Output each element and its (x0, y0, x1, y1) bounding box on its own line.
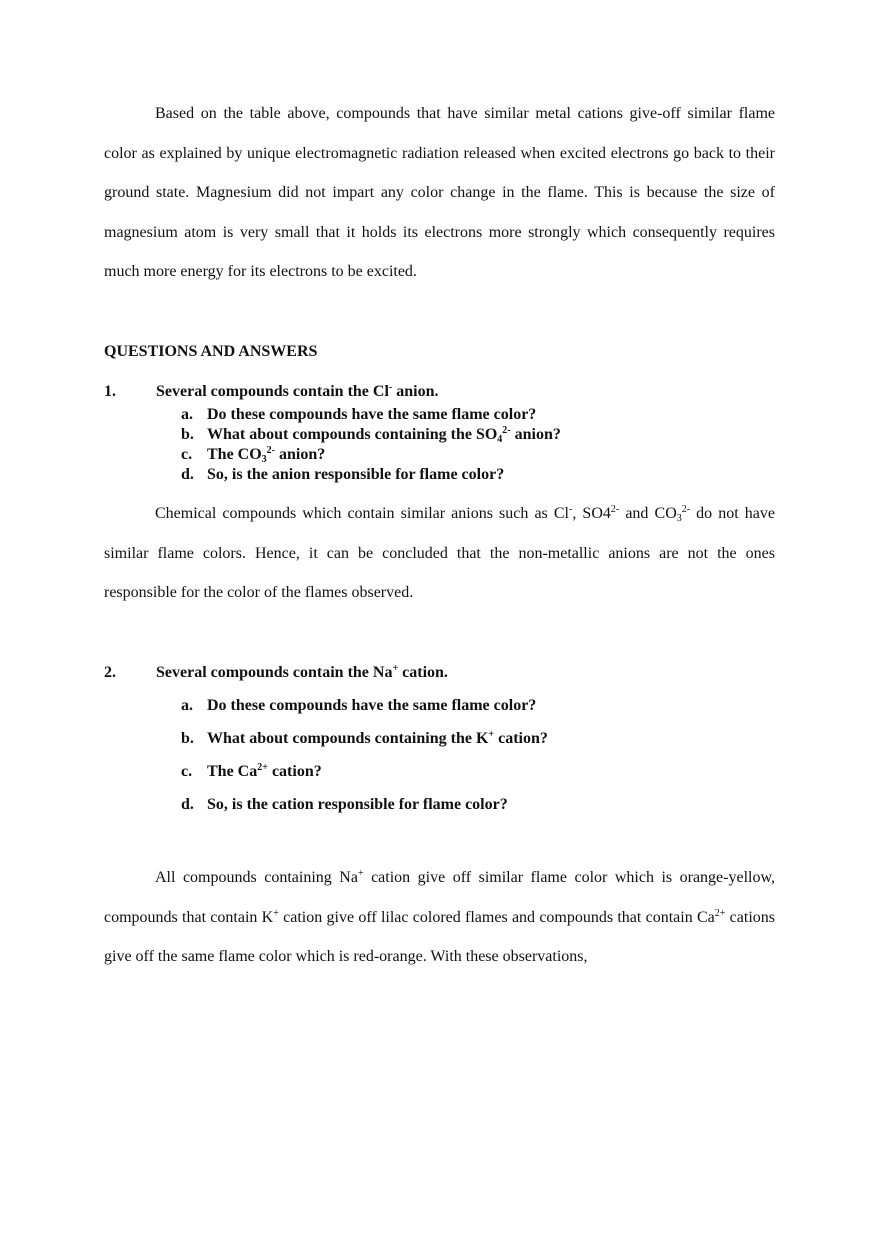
question-2c: c. The $Ca^{2+}$ cation? (181, 762, 322, 780)
question-1-answer: Chemical compounds which contain similar anions such as Cl-, $SO4^{2-}$ and $CO_3^{2-}$ do not have similar flame colors. Hence, it can be concluded that the non-metallic anions are not the ones responsible for the color of the flames observed. (104, 504, 776, 601)
question-1a: a. Do these compounds have the same flame color? (181, 406, 537, 423)
question-2a: a. Do these compounds have the same flame color? (181, 697, 537, 714)
question-1-number: 1. (104, 383, 116, 400)
intro-paragraph: Based on the table above, compounds that have similar metal cations give-off similar flame color as explained by unique electromagnetic radiation released when excited electrons go back to their ground state. Magnesium did not impart any color change in the flame. This is because the size of magnesium atom is very small that it holds its electrons more strongly which consequently requires much more energy for its electrons to be excited. (104, 105, 775, 280)
question-1d: d. So, is the anion responsible for flame color? (181, 466, 505, 483)
question-2b: b. What about compounds containing the K+ cation? (181, 729, 548, 747)
question-2-answer: All compounds containing Na+ cation give off similar flame color which is orange-yellow, compounds that contain K+ cation give off lilac colored flames and compounds that contain $Ca^{2+}$ cations give off the same flame color which is red-orange. With these observations, (104, 868, 775, 965)
question-1b: b. What about compounds containing the $SO_4^{2-}$ anion? (181, 425, 561, 445)
question-1c: c. The $CO_3^{2-}$ anion? (181, 445, 326, 465)
question-2-text: Several compounds contain the Na+ cation. (156, 663, 448, 681)
question-1-text: Several compounds contain the Cl- anion. (156, 382, 439, 400)
section-heading: QUESTIONS AND ANSWERS (104, 343, 318, 360)
question-2-number: 2. (104, 664, 116, 681)
question-2d: d. So, is the cation responsible for flame color? (181, 796, 508, 813)
